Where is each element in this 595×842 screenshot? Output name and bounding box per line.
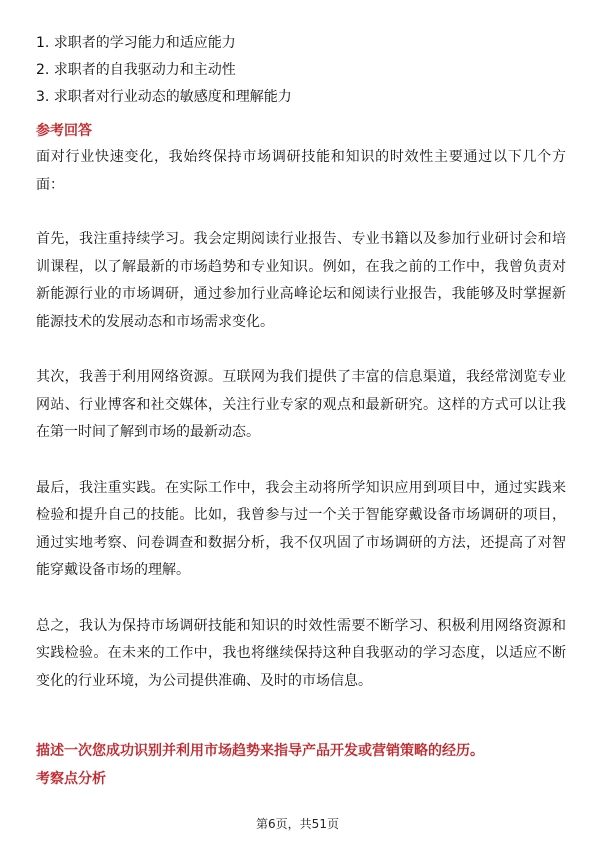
criteria-item: 3. 求职者对行业动态的敏感度和理解能力 [36,89,292,105]
reference-answer-body [36,144,566,723]
page-number-footer: 第6页，共51页 [256,817,339,831]
assessment-criteria-list [36,30,566,111]
reference-answer-heading: 参考回答 [36,123,92,139]
analysis-heading: 考察点分析 [36,771,106,787]
next-question: 描述一次您成功识别并利用市场趋势来指导产品开发或营销策略的经历。 [36,743,484,759]
answer-paragraph-conclusion: 总之，我认为保持市场调研技能和知识的时效性需要不断学习、积极利用网络资源和实践检验。在未来的工作中，我也将继续保持这种自我驱动的学习态度，以适应不断变化的行业环境，为公司提供准确、及时的市场信息。 [36,617,566,689]
answer-paragraph-first: 首先，我注重持续学习。我会定期阅读行业报告、专业书籍以及参加行业研讨会和培训课程，以了解最新的市场趋势和专业知识。例如，在我之前的工作中，我曾负责对新能源行业的市场调研，通过参加行业高峰论坛和阅读行业报告，我能够及时掌握新能源技术的发展动态和市场需求变化。 [36,231,566,330]
criteria-item: 2. 求职者的自我驱动力和主动性 [36,62,236,78]
answer-paragraph-third: 最后，我注重实践。在实际工作中，我会主动将所学知识应用到项目中，通过实践来检验和提升自己的技能。比如，我曾参与过一个关于智能穿戴设备市场调研的项目，通过实地考察、问卷调查和数据分析，我不仅巩固了市场调研的方法，还提高了对智能穿戴设备市场的理解。 [36,479,566,578]
criteria-item: 1. 求职者的学习能力和适应能力 [36,35,236,51]
answer-paragraph-intro: 面对行业快速变化，我始终保持市场调研技能和知识的时效性主要通过以下几个方面： [36,149,566,193]
answer-paragraph-second: 其次，我善于利用网络资源。互联网为我们提供了丰富的信息渠道，我经常浏览专业网站、行业博客和社交媒体，关注行业专家的观点和最新研究。这样的方式可以让我在第一时间了解到市场的最新动态。 [36,369,566,440]
